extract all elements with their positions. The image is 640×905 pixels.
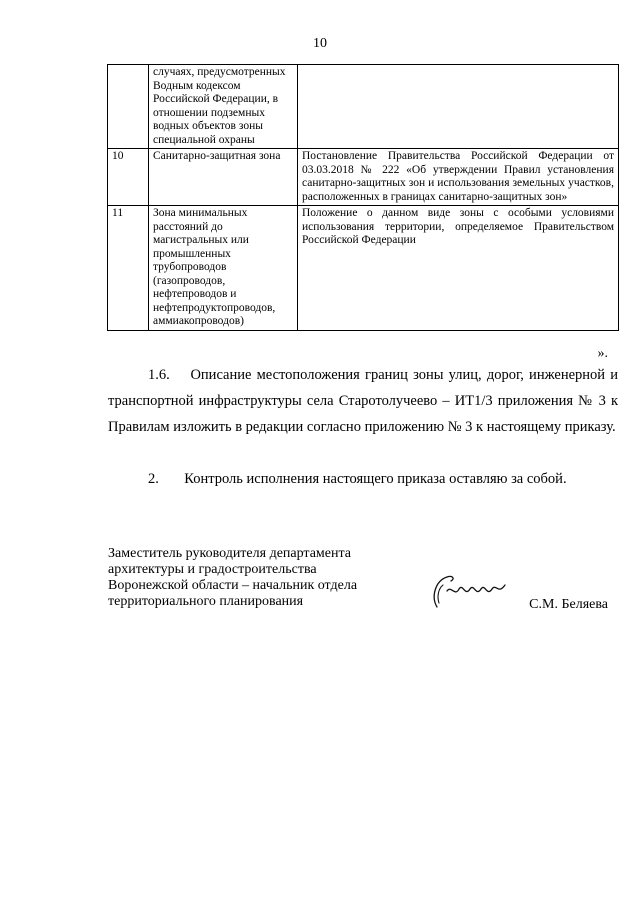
handwritten-signature [425,567,515,612]
signer-position-line: территориального планирования [108,594,304,609]
zone-name: Санитарно-защитная зона [149,149,298,206]
row-number: 10 [108,149,149,206]
row-number: 11 [108,206,149,331]
zone-document: Постановление Правительства Российской Федерации от 03.03.2018 № 222 «Об утверждении Правил установления санитарно-защитных зон и использования земельных участков, расположенных в границах санитарно-защитных зон» [298,149,619,206]
zone-name: Зона минимальных расстояний до магистральных или промышленных трубопроводов (газопроводов, нефтепроводов и нефтепродуктопроводов, аммиакопроводов) [149,206,298,331]
row-number [108,65,149,149]
paragraph-text: Описание местоположения границ зоны улиц, дорог, инженерной и транспортной инфраструктуры села Старотолучеево – ИТ1/3 приложения № 3 к Правилам изложить в редакции согласно приложению № 3 к настоящему приказу. [108,367,618,435]
paragraph-2 [108,466,618,492]
signer-name: С.М. Беляева [529,597,608,612]
signer-position [108,546,357,610]
table-row [108,149,619,206]
paragraph-1-6 [108,362,618,440]
signer-position-line: архитектуры и градостроительства [108,562,317,577]
closing-quote: ». [597,346,608,361]
zone-name: случаях, предусмотренных Водным кодексом Российской Федерации, в отношении подземных водных объектов зоны специальной охраны [149,65,298,149]
page-number: 10 [313,36,327,51]
table-row [108,206,619,331]
paragraph-number: 1.6. [148,367,170,383]
signer-position-line: Воронежской области – начальник отдела [108,578,358,593]
signer-position-line: Заместитель руководителя департамента [108,546,351,561]
paragraph-number: 2. [148,471,159,487]
zone-document [298,65,619,149]
paragraph-text: Контроль исполнения настоящего приказа оставляю за собой. [184,471,567,487]
zones-table [107,64,619,331]
zone-document: Положение о данном виде зоны с особыми условиями использования территории, определяемое Правительством Российской Федерации [298,206,619,331]
table-row [108,65,619,149]
